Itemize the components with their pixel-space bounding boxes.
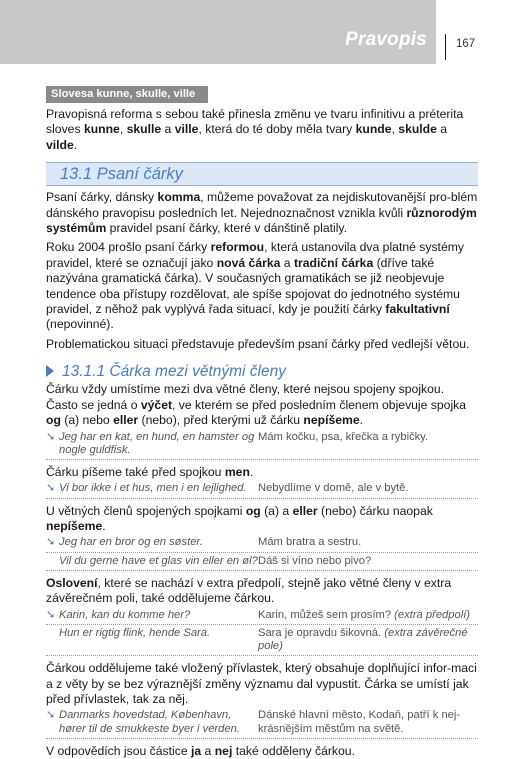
header-divider — [445, 34, 446, 60]
example-row: ➘ Karin, kan du komme her? Karin, můžeš sem prosím? (extra předpolí) — [46, 609, 478, 625]
example-row: Hun er rigtig flink, hende Sara. Sara je opravdu šikovná. (extra závěrečné pole) — [46, 627, 478, 656]
paragraph: Problematickou situaci představuje především psaní čárky před vedlejší větou. — [46, 336, 470, 351]
paragraph: Roku 2004 prošlo psaní čárky reformou, která ustanovila dva platné systémy pravidel, které se označují jako nová čárka a tradiční čárka (dříve také nazývána gramatická čárka). V současných gramatikách se již neobjevuje tendence oba přístupy rozdělovat, ale spíše spojovat do jednotného systému pravidel, z něhož pak vyplývá řada situací, kdy je použití čárky fakultativní (nepovinné). — [46, 240, 464, 332]
arrow-down-right-icon: ➘ — [46, 430, 56, 443]
intro-paragraph: Pravopisná reforma s sebou také přinesla změnu ve tvaru infinitivu a préterita sloves kunne, skulle a ville, která do té doby měla tvary kunde, skulde a vilde. — [46, 107, 464, 152]
triangle-right-icon — [46, 365, 54, 377]
section-title: 13.1 Psaní čárky — [60, 165, 183, 184]
paragraph: Psaní čárky, dánsky komma, můžeme považovat za nejdiskutovanější pro-blém dánského pravopisu posledních let. Nejednoznačnost vznikla kvůli různorodým systémům pravidel psaní čárky, které v dánštině platily. — [46, 190, 478, 236]
example-row: ➘ Vi bor ikke i et hus, men i en lejlighed. Nebydlíme v domě, ale v bytě. — [46, 482, 478, 498]
example-row: Vil du gerne have et glas vin eller en øl? Dáš si víno nebo pivo? — [46, 555, 478, 571]
example-row: ➘ Jeg har en bror og en søster. Mám bratra a sestru. — [46, 536, 478, 552]
rule-paragraph: U větných členů spojených spojkami og (a) a eller (nebo) čárku naopak nepíšeme. — [46, 503, 433, 533]
example-row: ➘ Danmarks hovedstad, København, hører til de smukkeste byer i verden. Dánské hlavní město, Kodaň, patří k nej-krásnějším městům na světě. — [46, 709, 478, 738]
example-row: ➘ Jeg har en kat, en hund, en hamster og nogle guldfisk. Mám kočku, psa, křečka a rybičky. — [46, 431, 478, 460]
arrow-down-right-icon: ➘ — [46, 482, 56, 495]
page-content — [46, 86, 478, 759]
subsection-title: 13.1.1 Čárka mezi větnými členy — [62, 362, 286, 380]
arrow-down-right-icon: ➘ — [46, 709, 56, 722]
closing-paragraph: V odpovědích jsou částice ja a nej také odděleny čárkou. — [46, 743, 355, 758]
section-heading — [46, 162, 478, 186]
chapter-title: Pravopis — [345, 29, 427, 50]
rule-paragraph: Oslovení, které se nachází v extra předpolí, stejně jako větné členy v extra závěrečném poli, také oddělujeme čárkou. — [46, 575, 452, 606]
subsection-heading — [46, 360, 478, 382]
topic-label: Slovesa kunne, skulle, ville — [46, 86, 208, 103]
rule-paragraph: Čárkou oddělujeme také vložený přívlastek, který obsahuje doplňující infor-maci a z věty by se bez výraznější změny významu dal vypustit. Čárka se umístí jak před přívlastek, tak za něj. — [46, 661, 477, 706]
arrow-down-right-icon: ➘ — [46, 536, 56, 549]
rule-paragraph: Čárku píšeme také před spojkou men. — [46, 464, 254, 479]
arrow-down-right-icon: ➘ — [46, 608, 56, 621]
rule-paragraph: Čárku vždy umístíme mezi dva větné členy, které nejsou spojeny spojkou. Často se jedná o výčet, ve kterém se před posledním členem objevuje spojka og (a) nebo eller (nebo), před kterými už čárku nepíšeme. — [46, 382, 467, 428]
page-number: 167 — [456, 38, 476, 50]
